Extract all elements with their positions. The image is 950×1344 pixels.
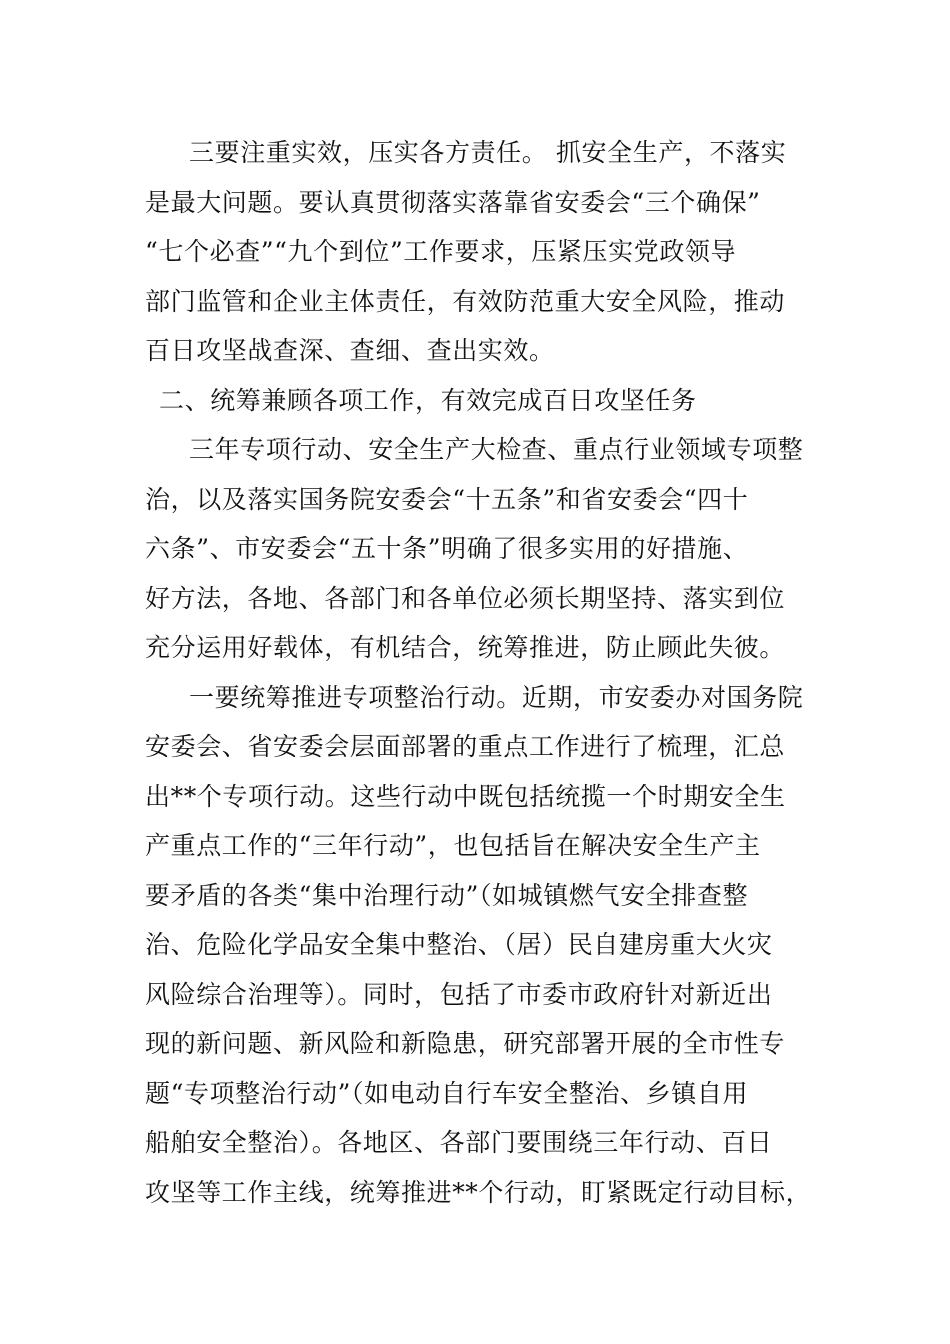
paragraph-line: 好方法，各地、各部门和各单位必须长期坚持、落实到位 bbox=[145, 583, 786, 613]
paragraph-line: “七个必查”“九个到位”工作要求，压紧压实党政领导 bbox=[145, 237, 737, 266]
paragraph-line: 充分运用好载体，有机结合，统筹推进，防止顾此失彼。 bbox=[145, 633, 786, 662]
paragraph-line: 要矛盾的各类“集中治理行动”（如城镇燃气安全排查整 bbox=[145, 880, 749, 910]
paragraph-line: 船舶安全整治）。各地区、各部门要围绕三年行动、百日 bbox=[145, 1128, 773, 1157]
paragraph-line: 三年专项行动、安全生产大检查、重点行业领域专项整 bbox=[189, 435, 804, 464]
paragraph-line: 产重点工作的“三年行动”，也包括旨在解决安全生产主 bbox=[145, 831, 761, 860]
paragraph-line: 风险综合治理等）。同时，包括了市委市政府针对新近出 bbox=[145, 979, 773, 1009]
paragraph-line: 安委会、省安委会层面部署的重点工作进行了梳理，汇总 bbox=[145, 732, 786, 761]
paragraph-line: 三要注重实效，压实各方责任。 抓安全生产，不落实 bbox=[189, 138, 787, 167]
paragraph-line: 是最大问题。要认真贯彻落实落靠省安委会“三个确保” bbox=[145, 187, 761, 217]
paragraph-line: 出**个专项行动。这些行动中既包括统揽一个时期安全生 bbox=[145, 781, 786, 811]
section-heading: 二、统筹兼顾各项工作，有效完成百日攻坚任务 bbox=[159, 385, 697, 415]
paragraph-line: 治、危险化学品安全集中整治、（居）民自建房重大火灾 bbox=[145, 930, 773, 959]
paragraph-line: 百日攻坚战查深、查细、查出实效。 bbox=[145, 336, 555, 365]
paragraph-line: 题“专项整治行动”（如电动自行车安全整治、乡镇自用 bbox=[145, 1078, 749, 1108]
paragraph-line: 六条”、市安委会“五十条”明确了很多实用的好措施、 bbox=[145, 534, 749, 563]
paragraph-line: 现的新问题、新风险和新隐患，研究部署开展的全市性专 bbox=[145, 1029, 786, 1058]
paragraph-line: 一要统筹推进专项整治行动。近期，市安委办对国务院 bbox=[189, 682, 804, 712]
document-body bbox=[145, 128, 810, 1217]
paragraph-line: 治，以及落实国务院安委会“十五条”和省安委会“四十 bbox=[145, 484, 749, 514]
paragraph-line: 攻坚等工作主线，统筹推进**个行动，盯紧既定行动目标， bbox=[145, 1177, 812, 1207]
paragraph-line: 部门监管和企业主体责任，有效防范重大安全风险，推动 bbox=[145, 286, 786, 316]
